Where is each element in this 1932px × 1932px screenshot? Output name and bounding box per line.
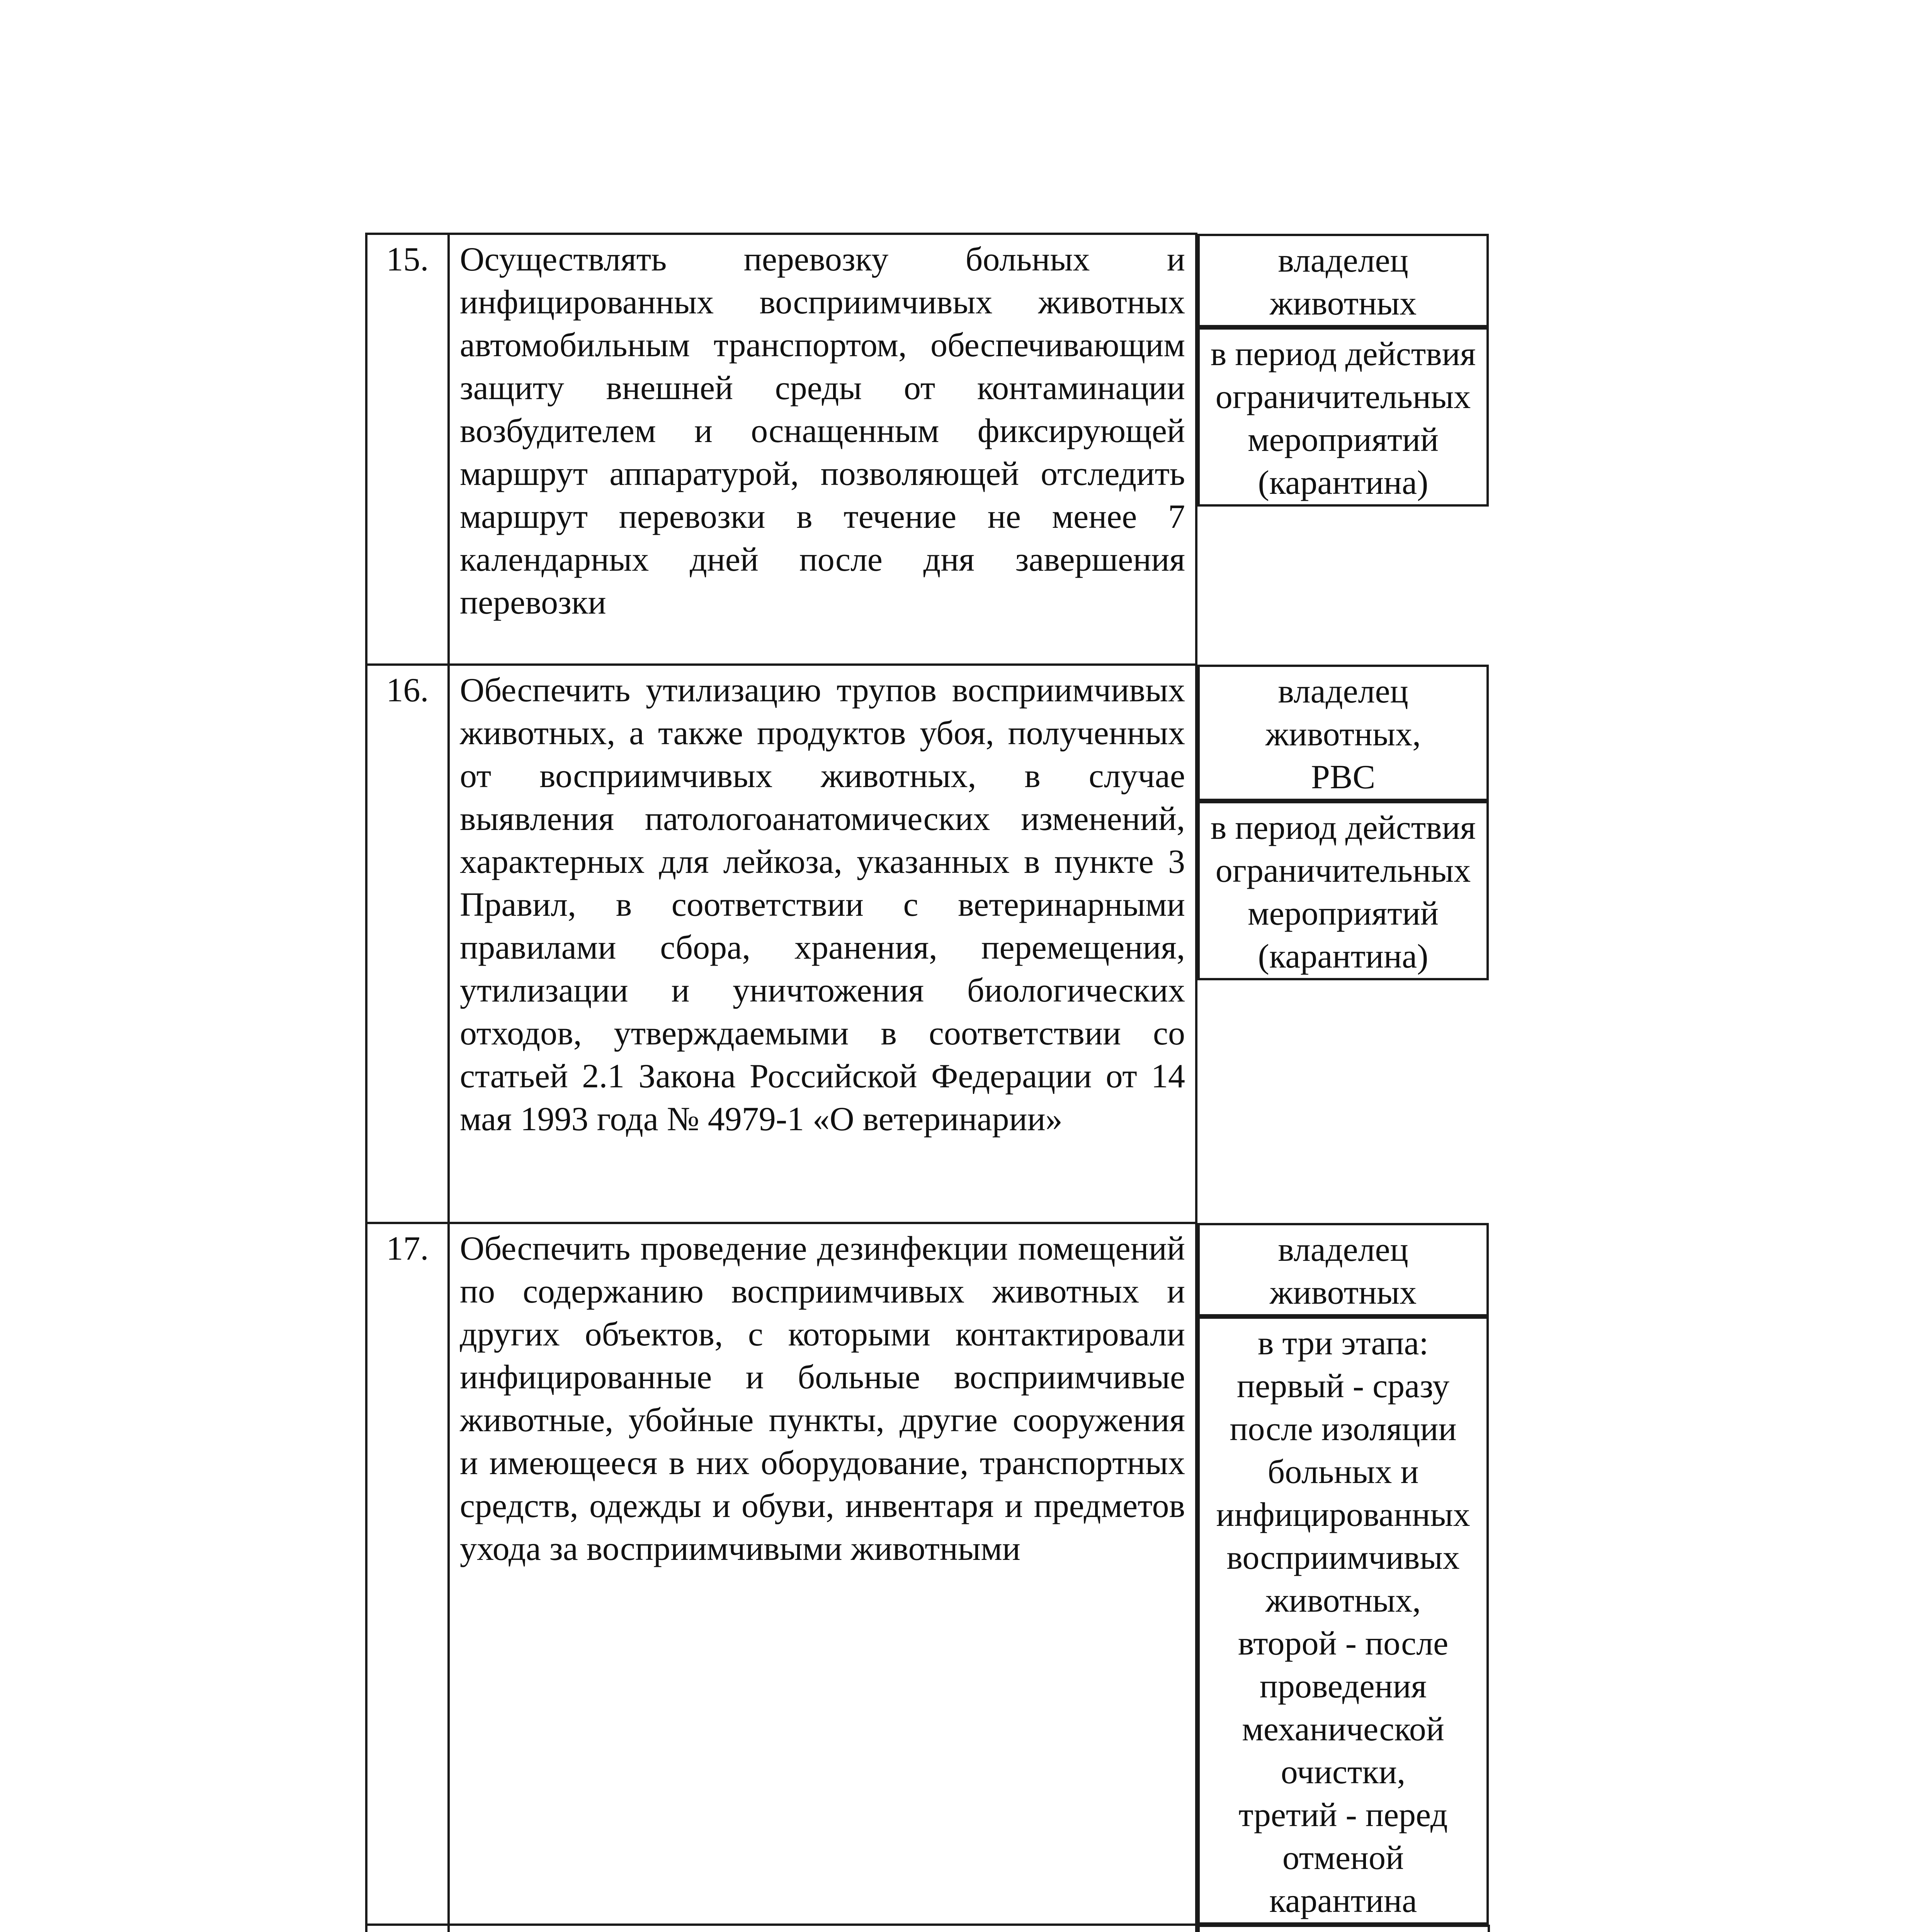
table-row xyxy=(366,1223,1821,1925)
measures-table xyxy=(365,233,1822,1932)
row-number: 17. xyxy=(366,1223,449,1925)
responsible-party: владелец животных, РВС xyxy=(1197,665,1489,801)
table-row xyxy=(366,1925,1821,1932)
row-number: 15. xyxy=(366,234,449,665)
row-number xyxy=(366,1925,449,1932)
row-number: 16. xyxy=(366,665,449,1223)
responsible-party: владелец животных xyxy=(1197,234,1489,327)
responsible-party xyxy=(1197,1925,1490,1932)
measure-paragraph xyxy=(460,1929,1185,1932)
measure-text xyxy=(449,1925,1196,1932)
execution-term: в период действия ограничительных мероприятий (карантина) xyxy=(1197,327,1489,507)
measure-text: Обеспечить проведение дезинфекции помещений по содержанию восприимчивых животных и других объектов, с которыми контактировали инфицированные и больные восприимчивые животные, убойные пункты, другие сооружения и имеющееся в них оборудование, транспортных средств, одежды и обуви, инвентаря и предметов ухода за восприимчивыми животными xyxy=(449,1223,1196,1925)
measure-text: Обеспечить утилизацию трупов восприимчивых животных, а также продуктов убоя, полученных от восприимчивых животных, в случае выявления патологоанатомических изменений, характерных для лейкоза, указанных в пункте 3 Правил, в соответствии с ветеринарными правилами сбора, хранения, перемещения, утилизации и уничтожения биологических отходов, утверждаемыми в соответствии со статьей 2.1 Закона Российской Федерации от 14 мая 1993 года № 4979-1 «О ветеринарии» xyxy=(449,665,1196,1223)
responsible-party: владелец животных xyxy=(1197,1223,1489,1316)
table-row xyxy=(366,665,1821,1223)
measure-text: Осуществлять перевозку больных и инфицированных восприимчивых животных автомобильным транспортом, обеспечивающим защиту внешней среды от контаминации возбудителем и оснащенным фиксирующей маршрут аппаратурой, позволяющей отследить маршрут перевозки в течение не менее 7 календарных дней после дня завершения перевозки xyxy=(449,234,1196,665)
table-row xyxy=(366,234,1821,665)
execution-term: в период действия ограничительных мероприятий (карантина) xyxy=(1197,801,1489,980)
execution-term: в три этапа: первый - сразу после изоляции больных и инфицированных восприимчивых животных, второй - после проведения механической очистки, третий - перед отменой карантина xyxy=(1197,1316,1489,1925)
